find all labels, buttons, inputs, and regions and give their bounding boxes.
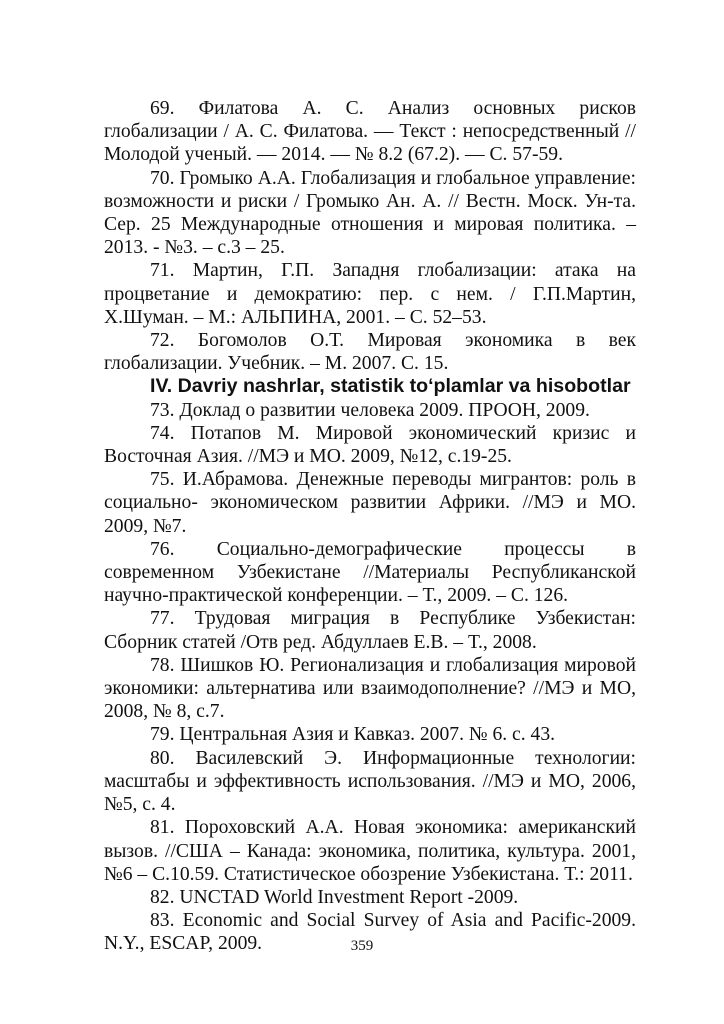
page-number: 359 — [350, 938, 374, 954]
reference-item-70: 70. Громыко А.А. Глобализация и глобальное управление: возможности и риски / Громыко Ан. А. // Вестн. Моск. Ун-та. Сер. 25 Международные отношения и мировая политика. – 2013. - №3. – с.3 – 25. — [104, 167, 636, 259]
reference-item-83: 83. Economic and Social Survey of Asia and Pacific-2009. N.Y., ESCAP, 2009. — [104, 910, 636, 955]
section-heading: IV. Davriy nashrlar, statistik to‘plamlar va hisobotlar — [150, 375, 631, 398]
reference-item-69: 69. Филатова А. С. Анализ основных рисков глобализации / А. С. Филатова. — Текст : непосредственный // Молодой ученый. — 2014. — № 8.2 (67.2). — С. 57-59. — [104, 98, 636, 166]
reference-item-77: 77. Трудовая миграция в Республике Узбекистан: Сборник статей /Отв ред. Абдуллаев Е.В. – Т., 2008. — [104, 608, 636, 653]
reference-item-71: 71. Мартин, Г.П. Западня глобализации: атака на процветание и демократию: пер. с нем. / Г.П.Мартин, Х.Шуман. – М.: АЛЬПИНА, 2001. – С. 52–53. — [104, 260, 636, 328]
reference-item-73: 73. Доклад о развитии человека 2009. ПРООН, 2009. — [150, 399, 590, 421]
reference-item-76: 76. Социально-демографические процессы в современном Узбекистане //Материалы Республиканской научно-практической конференции. – Т., 2009. – С. 126. — [104, 538, 636, 607]
reference-item-82: 82. UNCTAD World Investment Report -2009. — [150, 886, 519, 908]
reference-item-80: 80. Василевский Э. Информационные технологии: масштабы и эффективность использования. //МЭ и МО, 2006, №5, с. 4. — [104, 747, 636, 816]
reference-item-79: 79. Центральная Азия и Кавказ. 2007. № 6. с. 43. — [150, 724, 556, 746]
reference-item-74: 74. Потапов М. Мировой экономический кризис и Восточная Азия. //МЭ и МО. 2009, №12, с.19-25. — [104, 422, 636, 468]
reference-item-75: 75. И.Абрамова. Денежные переводы мигрантов: роль в социально- экономическом развитии Африки. //МЭ и МО. 2009, №7. — [104, 469, 636, 537]
reference-item-72: 72. Богомолов О.Т. Мировая экономика в век глобализации. Учебник. – М. 2007. С. 15. — [104, 330, 636, 375]
reference-list — [104, 97, 636, 956]
reference-item-78: 78. Шишков Ю. Регионализация и глобализация мировой экономики: альтернатива или взаимодополнение? //МЭ и МО, 2008, № 8, с.7. — [104, 654, 636, 723]
reference-item-81: 81. Пороховский А.А. Новая экономика: американский вызов. //США – Канада: экономика, политика, культура. 2001, №6 – С.10.59. Статистическое обозрение Узбекистана. Т.: 2011. — [104, 817, 636, 885]
